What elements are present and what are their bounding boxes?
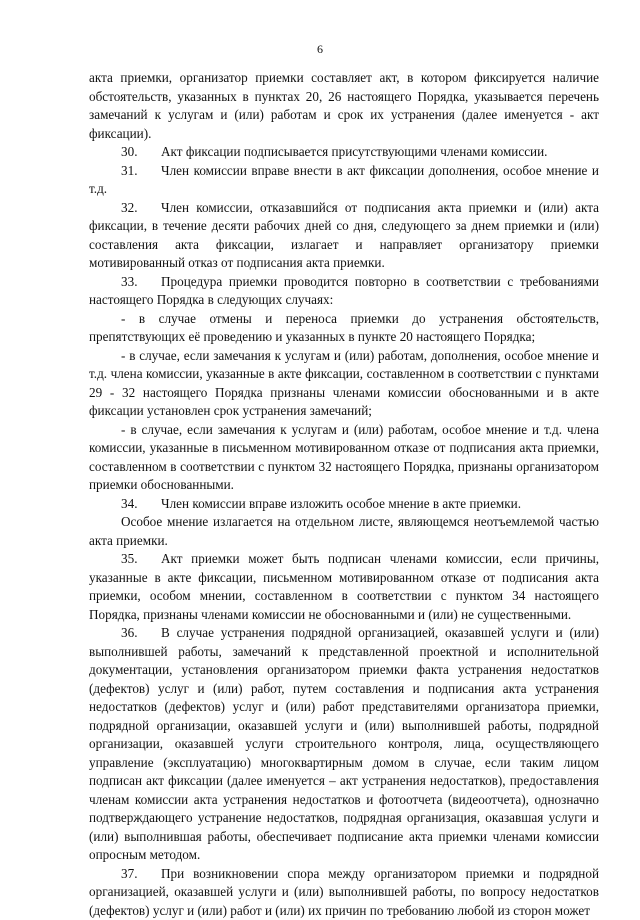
- paragraph: [89, 162, 599, 199]
- paragraph: [89, 273, 599, 310]
- paragraph-text: - в случае отмены и переноса приемки до устранения обстоятельств, препятствующих её проведению и указанных в пункте 20 настоящего Порядка;: [89, 311, 599, 345]
- paragraph-text: акта приемки, организатор приемки составляет акт, в котором фиксируется наличие обстоятельств, указанных в пунктах 20, 26 настоящего Порядка, указывается перечень замечаний к услугам и (или) работам и срок их устранения (далее именуется - акт фиксации).: [89, 70, 599, 141]
- paragraph-number: 37.: [121, 865, 161, 884]
- paragraph: [89, 143, 599, 162]
- paragraph-text: Член комиссии вправе внести в акт фиксации дополнения, особое мнение и т.д.: [89, 163, 599, 197]
- paragraph: [89, 513, 599, 550]
- page-number: 6: [0, 42, 640, 56]
- paragraph: [89, 865, 599, 920]
- paragraph: [89, 347, 599, 421]
- paragraph-number: 33.: [121, 273, 161, 292]
- paragraph-text: Член комиссии вправе изложить особое мнение в акте приемки.: [161, 496, 521, 511]
- paragraph-number: 36.: [121, 624, 161, 643]
- paragraph-number: 34.: [121, 495, 161, 514]
- paragraph-text: При возникновении спора между организатором приемки и подрядной организацией, оказавшей услуги и (или) выполнившей работы, по вопросу недостатков (дефектов) услуг и (или) работ и (или) их причин по требованию любой из сторон может: [89, 866, 599, 918]
- paragraph: [89, 69, 599, 143]
- paragraph-number: 30.: [121, 143, 161, 162]
- paragraph-text: - в случае, если замечания к услугам и (или) работам, дополнения, особое мнение и т.д. члена комиссии, указанные в акте фиксации, составленном в соответствии с пунктами 29 - 32 настоящего Порядка признаны членами комиссии обоснованными и в акте фиксации установлен срок устранения замечаний;: [89, 348, 599, 419]
- paragraph-text: В случае устранения подрядной организацией, оказавшей услуги и (или) выполнившей работы, замечаний к представленной проектной и исполнительной документации, установления организатором приемки факта устранения недостатков (дефектов) услуг и (или) работ, путем составления и подписания акта устранения недостатков (дефектов) услуг и (или) работ представителями организатора приемки, подрядной организации, оказавшей услуги и (или) выполнившей работы, подрядной организации, оказавшей услуги строительного контроля, лица, осуществляющего управление (эксплуатацию) многоквартирным домом в случае, если таким лицом подписан акт фиксации (далее именуется – акт устранения недостатков), предоставления членам комиссии акта устранения недостатков и фотоотчета (видеоотчета), однозначно подтверждающего устранение недостатков, подрядная организация, оказавшая услуги и (или) выполнившая работы, обеспечивает подписание акта приемки членами комиссии опросным методом.: [89, 625, 599, 862]
- paragraph: [89, 310, 599, 347]
- paragraph-text: - в случае, если замечания к услугам и (или) работам, особое мнение и т.д. члена комиссии, указанные в письменном мотивированном отказе от подписания акта приемки, составленном в соответствии с пунктом 32 настоящего Порядка, признаны организатором приемки обоснованными.: [89, 422, 599, 493]
- paragraph-number: 35.: [121, 550, 161, 569]
- document-body: [89, 69, 599, 920]
- paragraph-text: Особое мнение излагается на отдельном листе, являющемся неотъемлемой частью акта приемки.: [89, 514, 599, 548]
- paragraph: [89, 495, 599, 514]
- paragraph-text: Процедура приемки проводится повторно в соответствии с требованиями настоящего Порядка в следующих случаях:: [89, 274, 599, 308]
- paragraph-text: Акт приемки может быть подписан членами комиссии, если причины, указанные в акте фиксации, письменном мотивированном отказе от подписания акта приемки, особом мнении, составленном в соответствии с пунктом 34 настоящего Порядка, признаны членами комиссии не обоснованными и (или) не существенными.: [89, 551, 599, 622]
- paragraph: [89, 624, 599, 865]
- paragraph: [89, 199, 599, 273]
- paragraph-text: Акт фиксации подписывается присутствующими членами комиссии.: [161, 144, 547, 159]
- paragraph: [89, 421, 599, 495]
- paragraph-number: 32.: [121, 199, 161, 218]
- paragraph-text: Член комиссии, отказавшийся от подписания акта приемки и (или) акта фиксации, в течение десяти рабочих дней со дня, следующего за днем приемки и (или) составления акта фиксации, излагает и направляет организатору приемки мотивированный отказ от подписания акта приемки.: [89, 200, 599, 271]
- paragraph: [89, 550, 599, 624]
- paragraph-number: 31.: [121, 162, 161, 181]
